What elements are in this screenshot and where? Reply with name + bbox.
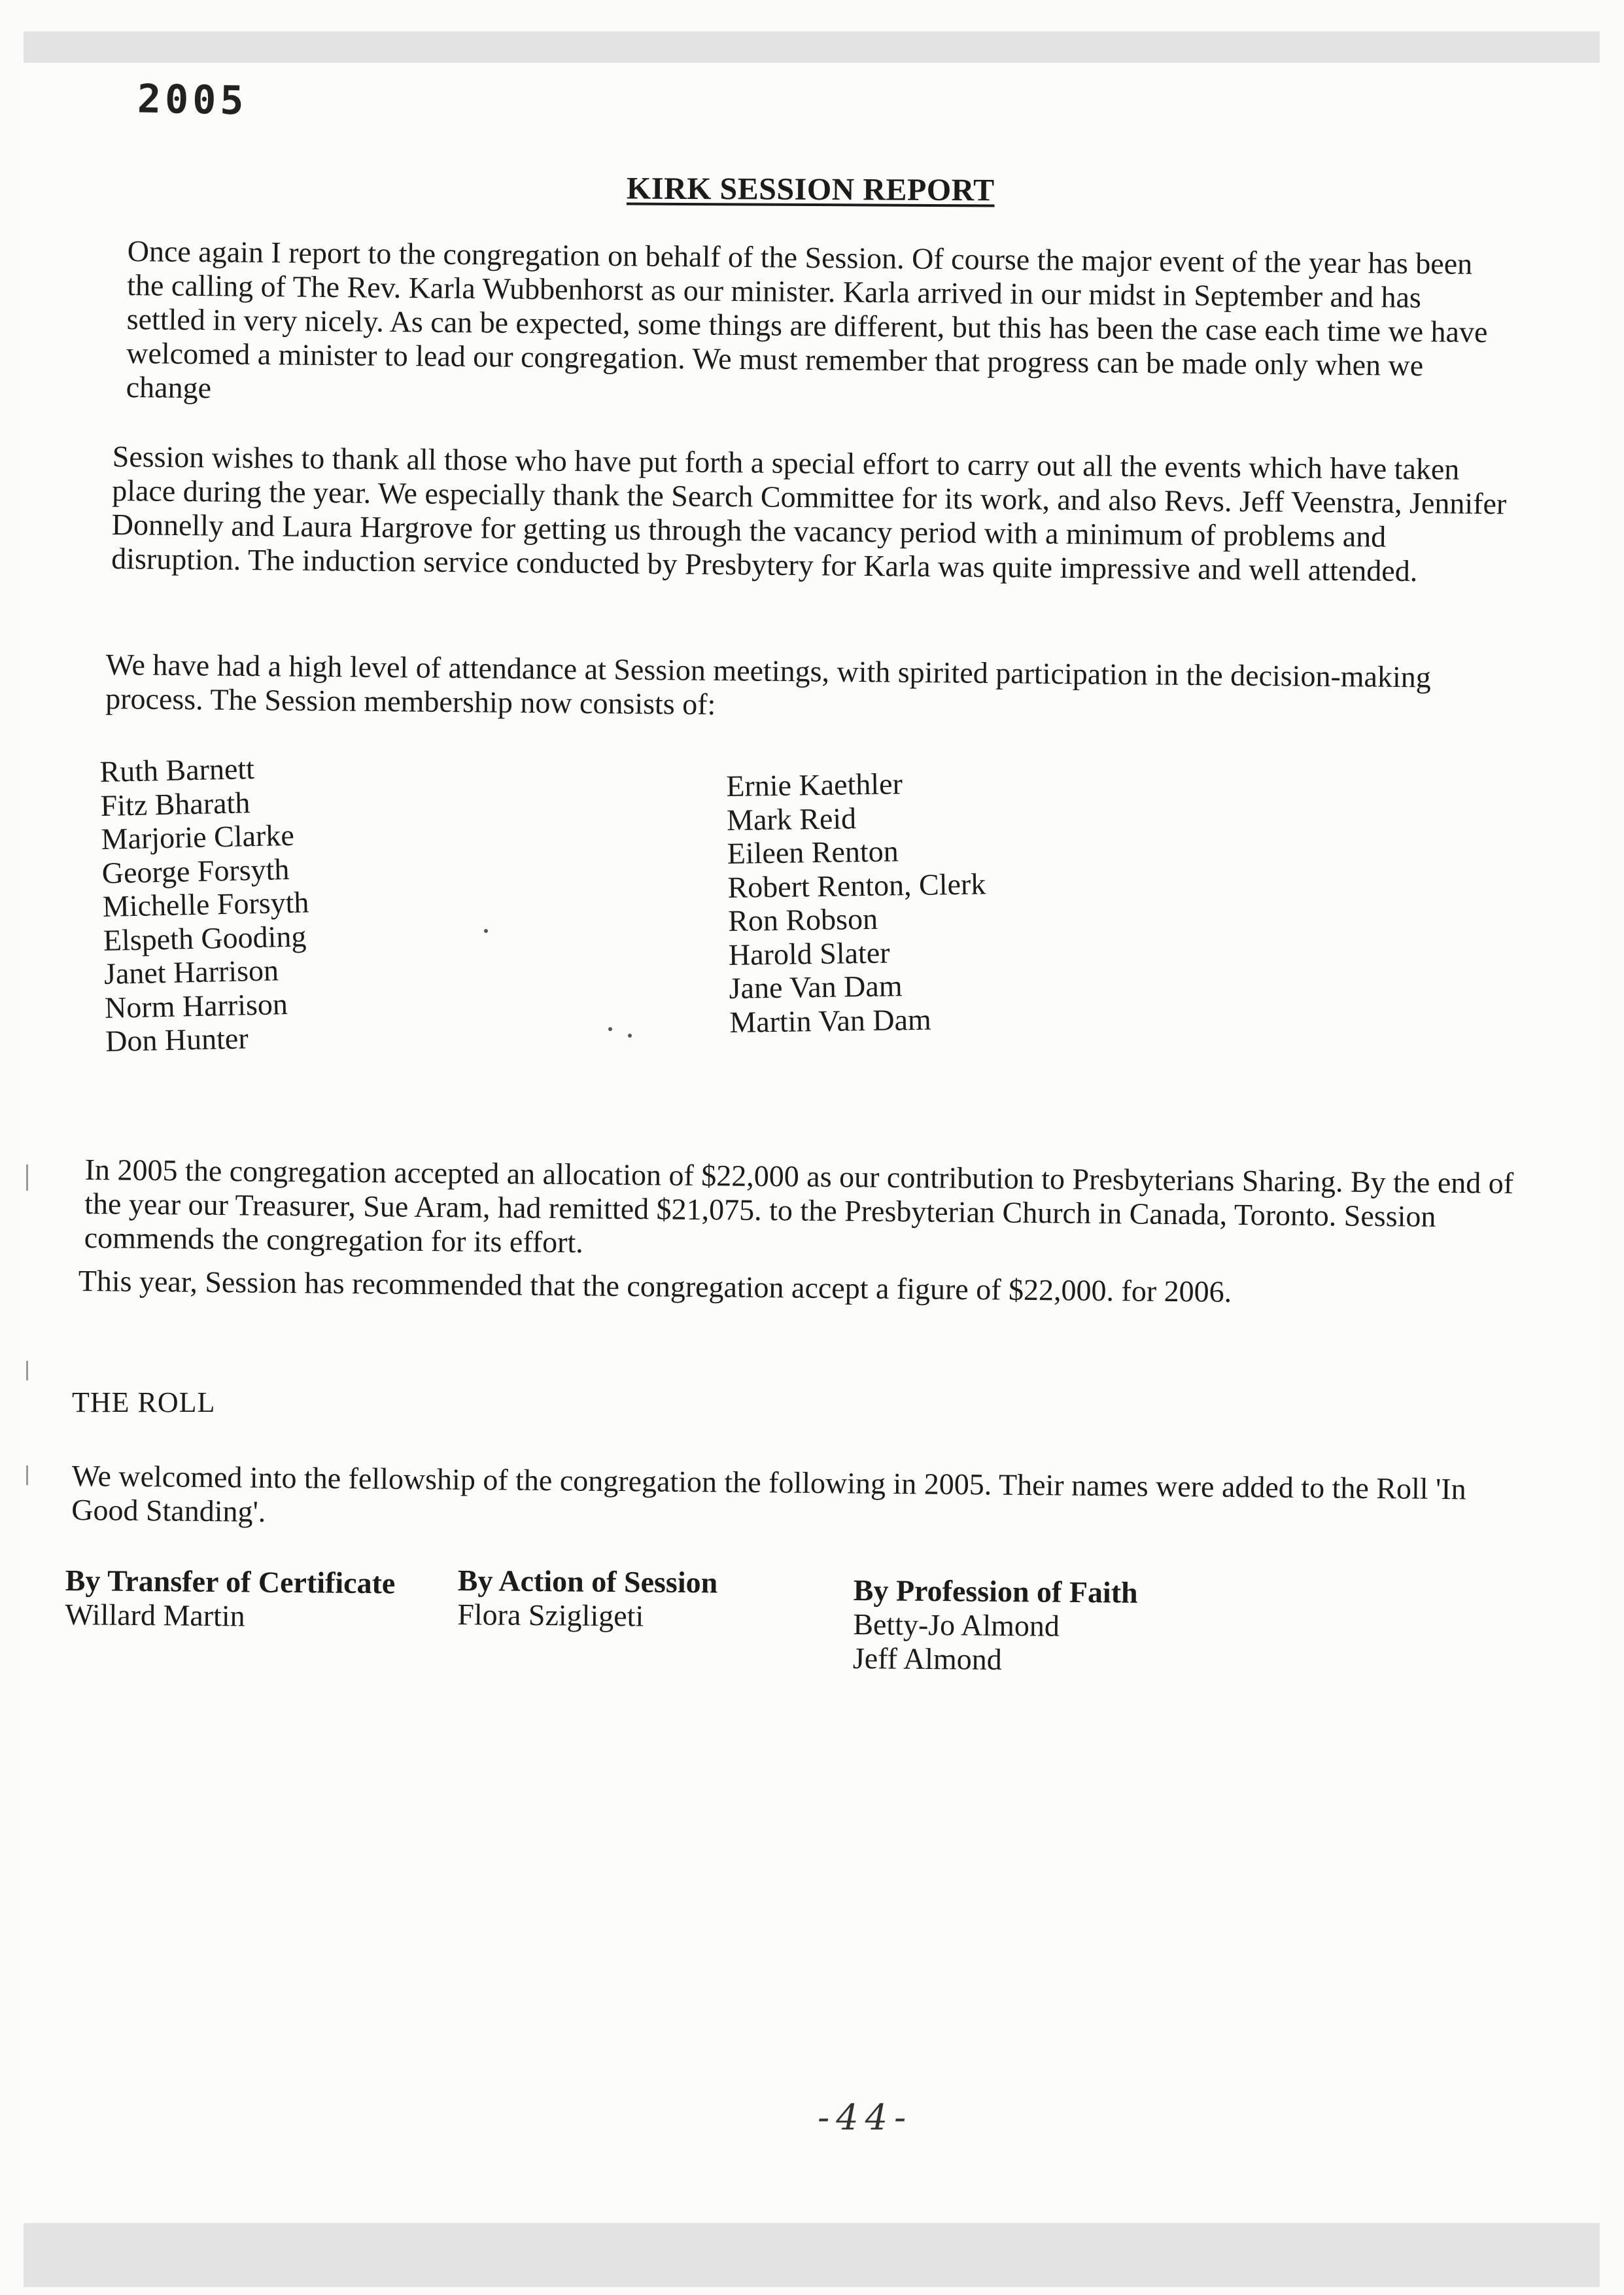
roll-name: Willard Martin	[65, 1597, 245, 1633]
paragraph-intro: Once again I report to the congregation on behalf of the Session. Of course the major event of the year has been the calling of The Rev. Karla Wubbenhorst as our minister. Karla arrived in our midst in September and has settled in very nicely. As can be expected, some things are different, but this has been the case each time we have welcomed a minister to lead our congregation. We must remember that progress can be made only when we change	[126, 234, 1488, 405]
handwritten-year: 2005	[137, 76, 249, 124]
scan-speck	[608, 1027, 612, 1031]
member-name: Janet Harrison	[103, 953, 279, 990]
paragraph-roll: We welcomed into the fellowship of the congregation the following in 2005. Their names were added to the Roll 'In Good Standing'.	[71, 1459, 1466, 1528]
roll-column-heading: By Transfer of Certificate	[65, 1564, 396, 1600]
member-name: Robert Renton, Clerk	[727, 866, 986, 904]
session-members-left	[99, 750, 312, 1058]
member-name: Michelle Forsyth	[102, 885, 309, 923]
roll-name: Betty-Jo Almond	[853, 1607, 1060, 1643]
roll-column-action	[457, 1564, 717, 1634]
section-heading-roll: THE ROLL	[72, 1386, 216, 1418]
member-name: Ruth Barnett	[99, 752, 255, 788]
margin-mark	[26, 1361, 28, 1380]
member-name: Eileen Renton	[727, 834, 899, 870]
member-name: Jane Van Dam	[729, 969, 903, 1005]
page-title: KIRK SESSION REPORT	[626, 171, 995, 208]
roll-name: Flora Szigligeti	[457, 1597, 644, 1633]
member-name: Mark Reid	[726, 801, 857, 837]
paragraph-attendance: We have had a high level of attendance at Session meetings, with spirited participation in the decision-making process. The Session membership now consists of:	[105, 648, 1432, 721]
roll-column-heading: By Action of Session	[457, 1564, 718, 1600]
member-name: Don Hunter	[105, 1021, 249, 1058]
member-name: Elspeth Gooding	[103, 919, 307, 957]
member-name: Norm Harrison	[104, 987, 288, 1025]
roll-column-transfer	[65, 1564, 395, 1634]
roll-name: Jeff Almond	[852, 1641, 1002, 1676]
paragraph-allocation: In 2005 the congregation accepted an allocation of $22,000 as our contribution to Presbyterians Sharing. By the end of the year our Treasurer, Sue Aram, had remitted $21,075. to the Presbyterian Church in Canada, Toronto. Session commends the congregation for its effort.	[84, 1153, 1514, 1259]
roll-column-profession	[853, 1573, 1138, 1678]
margin-mark	[26, 1165, 28, 1191]
scan-speck	[484, 929, 488, 933]
member-name: Fitz Bharath	[100, 785, 251, 822]
scan-border-top	[24, 31, 1600, 63]
session-members-right	[726, 765, 988, 1038]
paragraph-thanks: Session wishes to thank all those who have put forth a special effort to carry out all the events which have taken place during the year. We especially thank the Search Committee for its work, and also Revs. Jeff Veenstra, Jennifer Donnelly and Laura Hargrove for getting us through the vacancy period with a minimum of problems and disruption. The induction service conducted by Presbytery for Karla was quite impressive and well attended.	[111, 440, 1507, 588]
paragraph-recommendation: This year, Session has recommended that the congregation accept a figure of $22,000. for 2006.	[78, 1264, 1232, 1308]
member-name: Ron Robson	[727, 902, 878, 937]
scan-speck	[628, 1034, 632, 1038]
page-number: -44-	[818, 2097, 913, 2138]
member-name: Martin Van Dam	[729, 1002, 932, 1039]
scan-border-bottom	[24, 2223, 1600, 2287]
member-name: Harold Slater	[728, 936, 890, 972]
member-name: Marjorie Clarke	[101, 818, 295, 856]
member-name: Ernie Kaethler	[726, 767, 903, 803]
roll-column-heading: By Profession of Faith	[853, 1573, 1138, 1609]
margin-mark	[26, 1465, 28, 1485]
member-name: George Forsyth	[101, 852, 290, 890]
